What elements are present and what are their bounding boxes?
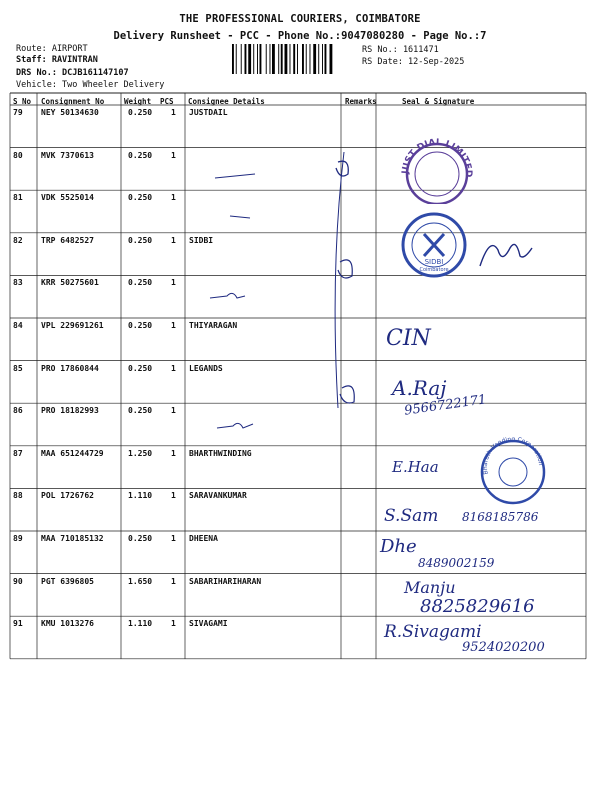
row-pcs: 1	[171, 491, 176, 501]
row-pcs: 1	[171, 619, 176, 629]
svg-text:JUST DIAL LIMITED	[401, 138, 473, 177]
row-consignment-no: KMU 1013276	[41, 619, 94, 629]
row-consignee: THIYARAGAN	[189, 321, 238, 330]
phone-row-88: 8168185786	[462, 510, 539, 524]
row-weight: 0.250	[128, 406, 153, 416]
phone-row-85: 9566722171	[403, 392, 488, 419]
company-title: THE PROFESSIONAL COURIERS, COIMBATORE	[179, 13, 421, 25]
phone-row-91: 9524020200	[462, 640, 545, 655]
row-weight: 0.250	[128, 534, 153, 543]
row-weight: 1.110	[128, 491, 153, 501]
row-consignee: SARAVANKUMAR	[189, 491, 247, 501]
row-consignment-no: NEY 50134630	[41, 108, 99, 117]
row-sno: 79	[13, 108, 23, 117]
phone-row-90: 8825829616	[420, 596, 535, 617]
justdial-stamp-text: JUST DIAL LIMITED	[400, 138, 474, 178]
row-consignment-no: MAA 651244729	[41, 448, 104, 458]
row-sno: 83	[13, 278, 23, 288]
row-consignment-no: PGT 6396805	[41, 576, 94, 586]
row-consignee: SABARIHARIHARAN	[189, 576, 262, 586]
rs-number: RS No.: 1611471	[362, 45, 439, 55]
consignee-scribbles	[205, 160, 265, 440]
row-pcs: 1	[171, 235, 176, 245]
row-sno: 80	[13, 150, 23, 160]
vehicle-info: Vehicle: Two Wheeler Delivery	[16, 80, 165, 90]
row-weight: 0.250	[128, 363, 153, 373]
signature-row-87: E.Haa	[392, 458, 439, 476]
row-weight: 0.250	[128, 321, 153, 330]
bharath-stamp-text: Bharath Vending Corporation	[481, 435, 545, 476]
col-header-consignee: Consignee Details	[188, 97, 265, 106]
row-pcs: 1	[171, 150, 176, 160]
row-sno: 90	[13, 576, 23, 586]
row-weight: 0.250	[128, 108, 153, 117]
row-pcs: 1	[171, 576, 176, 586]
row-weight: 0.250	[128, 235, 153, 245]
row-weight: 0.250	[128, 150, 153, 160]
signature-row-91: R.Sivagami	[384, 622, 482, 642]
sidbi-stamp	[398, 212, 470, 278]
row-pcs: 1	[171, 363, 176, 373]
signature-row-85: A.Raj	[392, 376, 447, 400]
row-sno: 81	[13, 193, 23, 203]
rs-date: RS Date: 12-Sep-2025	[362, 57, 465, 67]
row-sno: 89	[13, 534, 23, 543]
row-pcs: 1	[171, 448, 176, 458]
col-header-sno: S No	[13, 97, 32, 106]
row-consignee: SIDBI	[189, 235, 214, 245]
row-sno: 86	[13, 406, 23, 416]
justdial-stamp	[396, 138, 478, 204]
row-consignment-no: PRO 17860844	[41, 363, 99, 373]
row-pcs: 1	[171, 193, 176, 203]
signature-row-84: CIN	[386, 326, 431, 351]
route-info: Route: AIRPORT	[16, 44, 88, 54]
row-consignment-no: MVK 7370613	[41, 150, 94, 160]
row-consignment-no: PRO 18182993	[41, 406, 99, 416]
sidbi-stamp-subtext: Coimbatore	[419, 267, 449, 273]
col-header-consignment: Consignment No	[41, 97, 105, 106]
row-pcs: 1	[171, 108, 176, 117]
col-header-remarks: Remarks	[345, 97, 377, 106]
row-sno: 87	[13, 448, 23, 458]
row-consignee: LEGANDS	[189, 363, 223, 373]
col-header-pcs: PCS	[160, 97, 174, 106]
row-consignee: SIVAGAMI	[189, 619, 228, 629]
row-consignment-no: VDK 5525014	[41, 193, 94, 203]
row-consignment-no: POL 1726762	[41, 491, 94, 501]
signature-row-88: S.Sam	[384, 506, 439, 526]
row-weight: 1.110	[128, 619, 153, 629]
row-weight: 1.650	[128, 576, 153, 586]
runsheet-subtitle: Delivery Runsheet - PCC - Phone No.:9047080280 - Page No.:7	[113, 30, 487, 42]
sidbi-signature	[476, 230, 536, 275]
row-weight: 1.250	[128, 448, 153, 458]
col-header-signature: Seal & Signature	[402, 97, 475, 106]
row-consignment-no: MAA 710185132	[41, 534, 104, 543]
row-sno: 82	[13, 235, 23, 245]
row-consignment-no: TRP 6482527	[41, 235, 94, 245]
signature-row-90: Manju	[404, 578, 456, 597]
row-pcs: 1	[171, 534, 176, 543]
signature-row-89: Dhe	[380, 536, 417, 557]
row-consignee: JUSTDAIL	[189, 108, 228, 117]
row-pcs: 1	[171, 321, 176, 330]
phone-row-89: 8489002159	[418, 556, 495, 570]
row-sno: 88	[13, 491, 23, 501]
row-consignment-no: KRR 50275601	[41, 278, 99, 288]
staff-info: Staff: RAVINTRAN	[16, 55, 98, 65]
row-sno: 91	[13, 619, 23, 629]
row-weight: 0.250	[128, 193, 153, 203]
sidbi-stamp-text: SIDBI	[424, 258, 444, 266]
drs-number: DRS No.: DCJB161147107	[16, 68, 129, 78]
row-weight: 0.250	[128, 278, 153, 288]
row-pcs: 1	[171, 278, 176, 288]
col-header-weight: Weight	[124, 97, 152, 106]
row-sno: 84	[13, 321, 23, 330]
row-consignee: BHARTHWINDING	[189, 448, 252, 458]
row-sno: 85	[13, 363, 23, 373]
row-pcs: 1	[171, 406, 176, 416]
row-consignee: DHEENA	[189, 534, 218, 543]
svg-text:Bharath Vending Corporation	[482, 436, 544, 475]
bharath-stamp	[478, 434, 548, 508]
remarks-scribbles	[330, 150, 370, 410]
row-consignment-no: VPL 229691261	[41, 321, 104, 330]
